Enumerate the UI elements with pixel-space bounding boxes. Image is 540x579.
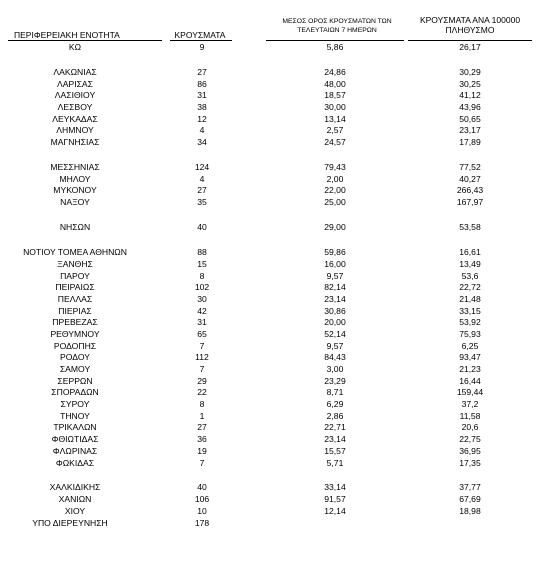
average-cell: 84,43 (324, 352, 346, 363)
average-cell: 5,86 (326, 42, 344, 52)
per-100k-cell: 11,58 (459, 410, 481, 421)
cases-cell: 19 (197, 445, 207, 456)
per-100k-cell: 43,96 (459, 102, 481, 113)
table-row (0, 79, 540, 91)
average-cell: 5,71 (326, 457, 344, 468)
table-row (0, 294, 540, 306)
table-row (0, 376, 540, 388)
average-cell: 22,00 (324, 185, 346, 196)
average-cell: 29,00 (324, 222, 346, 233)
region-cell: ΠΑΡΟΥ (60, 270, 90, 281)
average-cell: 22,71 (324, 422, 346, 433)
table-row (0, 434, 540, 446)
cases-cell: 4 (199, 125, 205, 136)
table-row (0, 42, 540, 54)
table-row (0, 162, 540, 174)
region-cell: ΠΕΛΛΑΣ (57, 293, 93, 304)
table-row (0, 341, 540, 353)
region-cell: ΧΑΝΙΩΝ (58, 494, 92, 505)
table-row (0, 411, 540, 423)
cases-cell: 8 (199, 399, 205, 410)
table-row (0, 197, 540, 209)
average-cell: 8,71 (326, 387, 344, 398)
region-cell: ΠΡΕΒΕΖΑΣ (52, 317, 98, 328)
table-row (0, 518, 540, 530)
per-100k-cell: 93,47 (459, 352, 481, 363)
table-row (0, 482, 540, 494)
per-100k-cell: 77,52 (459, 162, 481, 173)
cases-cell: 42 (197, 305, 207, 316)
table-row (0, 137, 540, 149)
region-cell: ΡΟΔΟΥ (60, 352, 90, 363)
table-row (0, 494, 540, 506)
region-cell: ΛΑΣΙΘΙΟΥ (54, 90, 96, 101)
average-cell: 13,14 (324, 113, 346, 124)
average-cell: 25,00 (324, 197, 346, 208)
per-100k-cell: 37,77 (459, 482, 481, 493)
table-row (0, 387, 540, 399)
region-cell: ΣΥΡΟΥ (60, 399, 90, 410)
average-cell: 2,86 (326, 410, 344, 421)
header-avg-line1: ΜΕΣΟΣ ΟΡΟΣ ΚΡΟΥΣΜΑΤΩΝ ΤΩΝ (282, 18, 392, 25)
header-cases-per-100k (400, 15, 540, 35)
average-cell: 30,86 (324, 305, 346, 316)
average-cell: 9,57 (326, 270, 344, 281)
per-100k-cell: 30,29 (459, 66, 481, 77)
table-row (0, 247, 540, 259)
row-spacer (0, 209, 540, 222)
row-spacer (0, 149, 540, 162)
per-100k-cell: 53,92 (459, 317, 481, 328)
per-100k-cell: 18,98 (459, 505, 481, 516)
header-underline-per-100k (408, 40, 532, 41)
per-100k-cell: 36,95 (459, 445, 481, 456)
region-cell: ΥΠΟ ΔΙΕΡΕΥΝΗΣΗ (32, 517, 108, 528)
cases-cell: 124 (194, 162, 210, 173)
per-100k-cell: 40,27 (459, 173, 481, 184)
table-row (0, 222, 540, 234)
per-100k-cell: 37,2 (461, 399, 479, 410)
table-row (0, 185, 540, 197)
cases-cell: 4 (199, 173, 205, 184)
average-cell: 9,57 (326, 340, 344, 351)
table-row (0, 90, 540, 102)
per-100k-cell: 17,89 (459, 137, 481, 148)
region-cell: ΝΟΤΙΟΥ ΤΟΜΕΑ ΑΘΗΝΩΝ (23, 247, 127, 258)
average-cell: 18,57 (324, 90, 346, 101)
cases-cell: 27 (197, 422, 207, 433)
per-100k-cell: 21,48 (459, 293, 481, 304)
per-100k-cell: 22,72 (459, 282, 481, 293)
cases-cell: 7 (199, 340, 205, 351)
per-100k-cell: 67,69 (459, 494, 481, 505)
average-cell: 79,43 (324, 162, 346, 173)
region-cell: ΠΙΕΡΙΑΣ (58, 305, 92, 316)
header-underline-cases (170, 40, 232, 41)
region-cell: ΛΕΥΚΑΔΑΣ (52, 113, 98, 124)
per-100k-cell: 50,65 (459, 113, 481, 124)
table-row (0, 114, 540, 126)
region-cell: ΝΗΣΩΝ (59, 222, 91, 233)
per-100k-cell: 167,97 (456, 197, 484, 208)
region-cell: ΝΑΞΟΥ (60, 197, 90, 208)
cases-cell: 40 (197, 222, 207, 233)
cases-cell: 9 (199, 42, 205, 52)
cases-cell: 27 (197, 66, 207, 77)
table-row (0, 422, 540, 434)
row-spacer (0, 234, 540, 247)
cases-cell: 30 (197, 293, 207, 304)
cases-cell: 31 (197, 90, 207, 101)
cases-cell: 86 (197, 78, 207, 89)
data-table (0, 42, 540, 529)
average-cell: 30,00 (324, 102, 346, 113)
per-100k-cell: 20,6 (461, 422, 479, 433)
average-cell: 23,14 (324, 434, 346, 445)
per-100k-cell: 6,25 (461, 340, 479, 351)
per-100k-cell: 266,43 (456, 185, 484, 196)
table-row (0, 174, 540, 186)
region-cell: ΡΕΘΥΜΝΟΥ (50, 328, 100, 339)
region-cell: ΛΑΡΙΣΑΣ (57, 78, 93, 89)
header-per-line2: ΠΛΗΘΥΣΜΟ (445, 25, 495, 35)
cases-cell: 15 (197, 258, 207, 269)
average-cell: 48,00 (324, 78, 346, 89)
per-100k-cell: 13,49 (459, 258, 481, 269)
cases-cell: 102 (194, 282, 210, 293)
per-100k-cell: 30,25 (459, 78, 481, 89)
region-cell: ΣΕΡΡΩΝ (57, 375, 93, 386)
per-100k-cell: 16,44 (459, 375, 481, 386)
table-row (0, 317, 540, 329)
region-cell: ΦΘΙΩΤΙΔΑΣ (51, 434, 99, 445)
region-cell: ΛΗΜΝΟΥ (56, 125, 94, 136)
header-cases: ΚΡΟΥΣΜΑΤΑ (174, 30, 226, 40)
per-100k-cell: 16,61 (459, 247, 481, 258)
cases-cell: 22 (197, 387, 207, 398)
table-row (0, 364, 540, 376)
table-row (0, 259, 540, 271)
header-underline-region (8, 40, 162, 41)
table-row (0, 399, 540, 411)
cases-cell: 88 (197, 247, 207, 258)
per-100k-cell: 75,93 (459, 328, 481, 339)
region-cell: ΠΕΙΡΑΙΩΣ (55, 282, 95, 293)
table-row (0, 352, 540, 364)
region-cell: ΜΗΛΟΥ (59, 173, 91, 184)
per-100k-cell: 53,58 (459, 222, 481, 233)
per-100k-cell: 33,15 (459, 305, 481, 316)
average-cell: 23,29 (324, 375, 346, 386)
region-cell: ΞΑΝΘΗΣ (57, 258, 93, 269)
cases-cell: 112 (195, 352, 209, 363)
region-cell: ΚΩ (68, 42, 82, 52)
average-cell: 6,29 (326, 399, 344, 410)
cases-cell: 34 (197, 137, 207, 148)
average-cell: 15,57 (324, 445, 346, 456)
average-cell: 91,57 (324, 494, 346, 505)
region-cell: ΦΩΚΙΔΑΣ (55, 457, 95, 468)
table-row (0, 282, 540, 294)
per-100k-cell: 26,17 (459, 42, 481, 52)
cases-cell: 7 (199, 364, 205, 374)
region-cell: ΧΑΛΚΙΔΙΚΗΣ (49, 482, 101, 493)
region-cell: ΜΕΣΣΗΝΙΑΣ (50, 162, 100, 173)
per-100k-cell: 53,6 (461, 270, 479, 281)
header-underline-average (266, 40, 404, 41)
average-cell: 16,00 (324, 258, 346, 269)
per-100k-cell: 22,75 (459, 434, 481, 445)
per-100k-cell: 41,12 (459, 90, 481, 101)
cases-cell: 29 (197, 375, 207, 386)
average-cell: 33,14 (324, 482, 346, 493)
cases-cell: 35 (197, 197, 207, 208)
table-row (0, 102, 540, 114)
cases-cell: 10 (197, 505, 207, 516)
region-cell: ΤΡΙΚΑΛΩΝ (53, 422, 97, 433)
per-100k-cell: 21,23 (459, 364, 481, 374)
cases-cell: 31 (197, 317, 207, 328)
table-row (0, 506, 540, 518)
cases-cell: 27 (197, 185, 207, 196)
average-cell: 24,86 (324, 66, 346, 77)
table-row (0, 329, 540, 341)
header-per-line1: ΚΡΟΥΣΜΑΤΑ ΑΝΑ 100000 (419, 15, 521, 25)
region-cell: ΜΑΓΝΗΣΙΑΣ (50, 137, 100, 148)
cases-cell: 7 (199, 457, 205, 468)
per-100k-cell: 159,44 (456, 387, 484, 398)
table-row (0, 306, 540, 318)
average-cell: 24,57 (324, 137, 346, 148)
average-cell: 52,14 (324, 328, 346, 339)
cases-cell: 178 (194, 517, 210, 528)
table-row (0, 67, 540, 79)
region-cell: ΡΟΔΟΠΗΣ (53, 340, 97, 351)
region-cell: ΜΥΚΟΝΟΥ (53, 185, 97, 196)
region-cell: ΧΙΟΥ (64, 505, 86, 516)
average-cell: 20,00 (324, 317, 346, 328)
region-cell: ΣΠΟΡΑΔΩΝ (51, 387, 99, 398)
cases-cell: 40 (197, 482, 207, 493)
table-row (0, 271, 540, 283)
average-cell: 3,00 (326, 364, 344, 374)
average-cell: 23,14 (324, 293, 346, 304)
cases-cell: 12 (197, 113, 207, 124)
cases-cell: 106 (194, 494, 210, 505)
table-row (0, 446, 540, 458)
average-cell: 2,57 (326, 125, 344, 136)
cases-cell: 8 (199, 270, 205, 281)
header-seven-day-average (262, 17, 412, 35)
row-spacer (0, 469, 540, 482)
table-row (0, 125, 540, 137)
average-cell: 12,14 (324, 505, 346, 516)
cases-cell: 65 (197, 328, 207, 339)
header-avg-line2: ΤΕΛΕΥΤΑΙΩΝ 7 ΗΜΕΡΩΝ (297, 27, 377, 34)
cases-cell: 38 (197, 102, 207, 113)
region-cell: ΛΑΚΩΝΙΑΣ (53, 66, 97, 77)
region-cell: ΣΑΜΟΥ (59, 364, 91, 374)
row-spacer (0, 54, 540, 67)
region-cell: ΤΗΝΟΥ (60, 410, 90, 421)
average-cell: 82,14 (324, 282, 346, 293)
region-cell: ΛΕΣΒΟΥ (57, 102, 93, 113)
table-row (0, 458, 540, 470)
header-region: ΠΕΡΙΦΕΡΕΙΑΚΗ ΕΝΟΤΗΤΑ (14, 30, 120, 40)
region-cell: ΦΛΩΡΙΝΑΣ (52, 445, 98, 456)
per-100k-cell: 17,35 (459, 457, 481, 468)
average-cell: 59,86 (324, 247, 346, 258)
per-100k-cell: 23,17 (459, 125, 481, 136)
cases-cell: 1 (199, 410, 205, 421)
average-cell: 2,00 (326, 173, 344, 184)
cases-cell: 36 (197, 434, 207, 445)
